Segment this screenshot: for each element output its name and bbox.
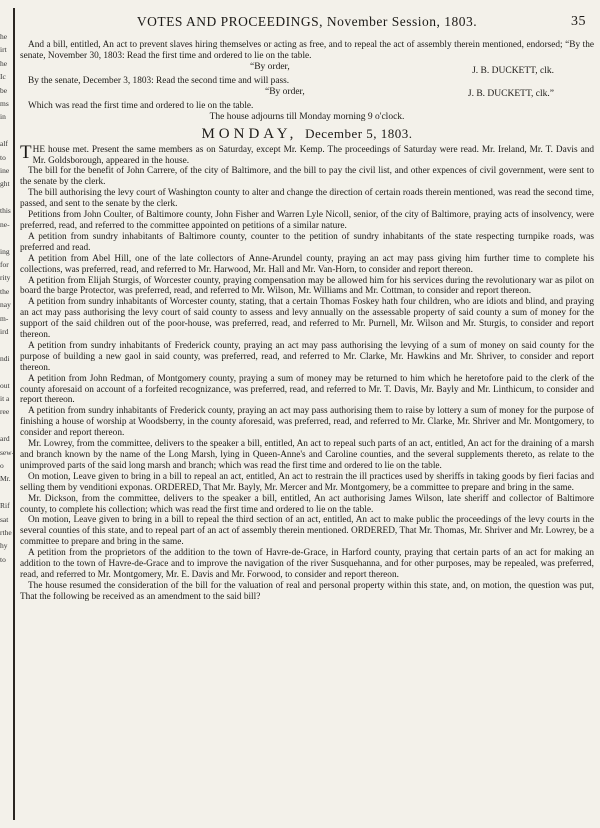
- margin-fragment: [0, 231, 14, 244]
- by-order-row-1: [20, 62, 594, 74]
- margin-fragment: in: [0, 112, 6, 122]
- paragraph-levy-courts: On motion, Leave given to bring in a bill to repeal the third section of an act, entitled, An act to make public the proceedings of the levy courts in the several counties of this state, and to repeal part of an act of assembly therein mentioned. ORDERED, That Mr. Thomas, Mr. Shriver and Mr. Lowrey, be a committee to prepare and bring in the same.: [20, 515, 594, 548]
- running-title: VOTES AND PROCEEDINGS, November Session, 1803.: [136, 14, 478, 29]
- margin-fragment: ne-: [0, 219, 10, 229]
- margin-fragment: m-: [0, 313, 9, 323]
- margin-fragment: he: [0, 58, 8, 68]
- left-margin-fragments: [0, 30, 14, 820]
- margin-fragment: Ic: [0, 72, 6, 82]
- margin-fragment: to: [0, 554, 6, 564]
- paragraph-house-met: [20, 141, 594, 167]
- margin-fragment: this: [0, 206, 11, 216]
- margin-fragment: alf: [0, 139, 8, 149]
- margin-fragment: ard: [0, 434, 10, 444]
- margin-fragment: be: [0, 85, 8, 95]
- paragraph-james-wilson: Mr. Dickson, from the committee, delivers to the speaker a bill, entitled, An act authorising James Wilson, late sheriff and collector of Baltimore county, to complete his collection; which was read the first time and ordered to lie on the table.: [20, 493, 594, 515]
- margin-fragment: sat: [0, 514, 9, 524]
- margin-fragment: sew-: [0, 447, 14, 457]
- by-order-text: “By order,: [250, 61, 290, 72]
- paragraph-valuation-bill: The house resumed the consideration of the bill for the valuation of real and personal property within this state, and, on motion, the question was put, That the following be received as an amendment to the said bill?: [20, 580, 594, 602]
- margin-fragment: irt: [0, 45, 7, 55]
- drop-cap: T: [20, 141, 32, 163]
- clerk-signature-2: J. B. DUCKETT, clk.”: [467, 89, 554, 100]
- paragraph-turnpike-petition: A petition from sundry inhabitants of Baltimore county, counter to the petition of sundry inhabitants of the state respecting turnpike roads, was preferred and read.: [20, 231, 594, 253]
- page-header: [20, 14, 594, 40]
- margin-fragment: he: [0, 32, 8, 41]
- paragraph-frederick-gaol: A petition from sundry inhabitants of Frederick county, praying an act may pass authorising the levying of a sum of money on said county for the purpose of building a new gaol in said county, was preferred, read, and referred to Mr. Clarke, Mr. Hawkins and Mr. Shriver, to consider and report thereon.: [20, 340, 594, 373]
- day-name: MONDAY,: [201, 125, 298, 142]
- margin-fragment: ght: [0, 179, 10, 189]
- margin-fragment: for: [0, 259, 9, 269]
- paragraph-long-marsh: Mr. Lowrey, from the committee, delivers to the speaker a bill, entitled, An act to repeal such parts of an act, entitled, An act for the draining of a marsh and branch known by the name of the Long Marsh, lying in Queen-Anne's and Caroline counties, and the several supplements thereto, as relate to the unimproved parts of the said long marsh and branch; which was read the first time and ordered to lie on the table.: [20, 439, 594, 471]
- margin-fragment: to: [0, 152, 6, 162]
- by-order-text-2: “By order,: [265, 87, 305, 98]
- margin-fragment: [0, 124, 14, 137]
- margin-fragment: Mr.: [0, 474, 11, 484]
- margin-fragment: o: [0, 461, 4, 470]
- day-heading: [20, 126, 594, 143]
- paragraph-thomas-foskey: A petition from sundry inhabitants of Worcester county, stating, that a certain Thomas Foskey hath four children, who are idiots and blind, and praying an act may pass authorising the levy court of said county to assess and levy annually on the assessable property of said county a sum of money for the support of the said children out of the poor-house, was preferred, read, and referred to Mr. Purnell, Mr. Wilson and Mr. Sturgis, to consider and report thereon.: [20, 297, 594, 341]
- margin-fragment: ms: [0, 99, 9, 109]
- paragraph-insolvency-petitions: Petitions from John Coulter, of Baltimore county, John Fisher and Warren Lyle Nicoll, senior, of the city of Baltimore, praying acts of insolvency, were preferred, read, and referred to the committee appointed on petitions of a similar nature.: [20, 210, 594, 231]
- margin-fragment: ree: [0, 407, 10, 417]
- house-met-text: HE house met. Present the same members as on Saturday, except Mr. Kemp. The proceedings of Saturday were read. Mr. Ireland, Mr. T. Davis and Mr. Goldsborough, appeared in the house.: [32, 144, 594, 166]
- margin-fragment: hy: [0, 541, 8, 551]
- margin-fragment: the: [0, 286, 10, 296]
- paragraph-elijah-sturgis: A petition from Elijah Sturgis, of Worcester county, praying compensation may be allowed him for his services during the revolutionary war as pilot on board the barge Protector, was preferred, read, and referred to Mr. Wilson, Mr. Williams and Mr. Cottman, to consider and report thereon.: [20, 275, 594, 297]
- margin-fragment: ing: [0, 246, 10, 256]
- paragraph-havre-de-grace: A petition from the proprietors of the addition to the town of Havre-de-Grace, in Harford county, praying that certain parts of an act for making an addition to the town of Havre-de-Grace and to improve the navigation of the river Susquehanna, and for other purposes, may be repealed, was preferred, read, and referred to Mr. Montgomery, Mr. E. Davis and Mr. Forwood, to consider and report thereon.: [20, 548, 594, 580]
- margin-fragment: rity: [0, 273, 11, 283]
- margin-fragment: out: [0, 380, 10, 390]
- margin-fragment: [0, 365, 14, 378]
- paragraph-slaves-bill: And a bill, entitled, An act to prevent slaves hiring themselves or acting as free, and to repeal the act of assembly therein mentioned, endorsed; “By the senate, November 30, 1803: Read the first time and ordered to lie on the table.: [20, 40, 594, 61]
- paragraph-sheriffs-practices: On motion, Leave given to bring in a bill to repeal an act, entitled, An act to restrain the ill practices used by sheriffs in taking goods by fieri facias and selling them by venditioni exponas. ORDERED, That Mr. Bayly, Mr. Mercer and Mr. Montgomery, be a committee to prepare and bring in the same.: [20, 471, 594, 493]
- paragraph-carrere-bill: The bill for the benefit of John Carrere, of the city of Baltimore, and the bill to pay the civil list, and other expences of civil government, were sent to the senate by the clerk.: [20, 166, 594, 188]
- margin-fragment: [0, 338, 14, 351]
- margin-fragment: ird: [0, 326, 9, 336]
- page-number: 35: [571, 14, 586, 29]
- adjournment-line: The house adjourns till Monday morning 9 o'clock.: [209, 111, 405, 122]
- margin-fragment: ine: [0, 166, 10, 176]
- paragraph-read-first-time: Which was read the first time and ordered to lie on the table.: [28, 100, 254, 111]
- clerk-signature-1: J. B. DUCKETT, clk.: [472, 65, 554, 76]
- margin-fragment: Rif: [0, 501, 10, 511]
- paragraph-woodsberry-lottery: A petition from sundry inhabitants of Frederick county, praying an act may pass authorising them to raise by lottery a sum of money for the purpose of finishing a house of worship at Woodsberry, in the county aforesaid, was preferred, read, and referred to Mr. Clarke, Mr. Shriver and Mr. Montgomery, to consider and report thereon.: [20, 406, 594, 439]
- paragraph-abel-hill: A petition from Abel Hill, one of the late collectors of Anne-Arundel county, praying an act may pass giving him further time to complete his collections, was preferred, read, and referred to Mr. Harwood, Mr. Hall and Mr. Van-Horn, to consider and report thereon.: [20, 253, 594, 275]
- paragraph-washington-roads: The bill authorising the levy court of Washington county to alter and change the direction of certain roads therein mentioned, was read the second time, passed, and sent to the senate by the clerk.: [20, 188, 594, 210]
- paragraph-john-redman: A petition from John Redman, of Montgomery county, praying a sum of money may be returned to him which he heretofore paid to the clerk of the county aforesaid on account of a forfeited recognizance, was preferred, read, and referred to Mr. T. Davis, Mr. Bayly and Mr. Linthicum, to consider and report thereon.: [20, 373, 594, 406]
- margin-fragment: it a: [0, 393, 10, 403]
- margin-fragment: ndi: [0, 353, 10, 363]
- margin-fragment: [0, 486, 14, 499]
- day-date: December 5, 1803.: [305, 125, 413, 141]
- margin-fragment: [0, 191, 14, 204]
- paragraph-senate-second-reading: By the senate, December 3, 1803: Read the second time and will pass.: [28, 76, 290, 87]
- margin-fragment: [0, 419, 14, 432]
- page-content: [20, 14, 594, 603]
- margin-fragment: rthe: [0, 528, 12, 538]
- by-order-row-2: [20, 87, 594, 99]
- margin-fragment: nay: [0, 300, 11, 310]
